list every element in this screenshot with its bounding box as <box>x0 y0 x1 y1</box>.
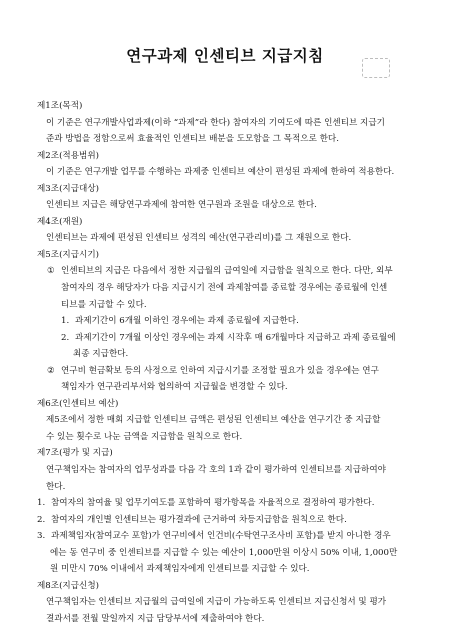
article-line <box>37 115 423 132</box>
line-text: 이 기준은 연구개발 업무를 수행하는 과제중 인센티브 예산이 편성된 과제에 한하여 적용한다. <box>46 167 395 178</box>
document-body <box>37 98 423 628</box>
list-marker: 1. <box>37 498 46 509</box>
numbered-item-line <box>37 561 423 578</box>
list-marker: ② <box>47 365 55 376</box>
article-heading <box>37 181 423 198</box>
circled-item-line <box>37 297 423 314</box>
numbered-item-line <box>37 495 423 512</box>
article-line <box>37 429 423 446</box>
list-marker: 3. <box>37 531 46 542</box>
circled-item-line <box>37 363 423 380</box>
list-marker: 2. <box>37 514 46 525</box>
article-line <box>37 594 423 611</box>
article-heading <box>37 396 423 413</box>
line-text: 제4조(재원) <box>37 216 83 227</box>
list-marker: ① <box>47 266 55 277</box>
line-text: 과제책임자(참여교수 포함)가 연구비에서 인건비(수탁연구조사비 포함)를 받지 아니한 경우 <box>51 531 391 542</box>
line-text: 티브를 지급할 수 있다. <box>61 299 147 310</box>
article-heading <box>37 98 423 115</box>
line-text: 참여자의 참여율 및 업무기여도를 포함하여 평가항목을 자율적으로 결정하여 평가한다. <box>51 498 375 509</box>
line-text: 과제기간이 7개월 이상인 경우에는 과제 시작후 매 6개월마다 지급하고 과제 종료월에 <box>75 332 396 343</box>
line-text: 책임자가 연구관리부서와 협의하여 지급월을 변경할 수 있다. <box>61 382 288 393</box>
article-line <box>37 197 423 214</box>
line-text: 제3조(지급대상) <box>37 183 99 194</box>
line-text: 제5조에서 정한 매회 지급할 인센티브 금액은 편성된 인센티브 예산을 연구기간 중 지급할 <box>46 415 381 426</box>
circled-item-line <box>37 280 423 297</box>
article-line <box>37 479 423 496</box>
line-text: 제5조(지급시기) <box>37 249 99 260</box>
line-text: 준과 방법을 정함으로써 효율적인 인센티브 배분을 도모함을 그 목적으로 한다. <box>46 134 339 145</box>
article-line <box>37 611 423 628</box>
list-marker: 1. <box>61 316 70 327</box>
numbered-item-line <box>37 512 423 529</box>
line-text: 원 미만시 70% 이내에서 과제책임자에게 인센티브를 지급할 수 있다. <box>50 564 310 575</box>
numbered-item-line <box>37 346 423 363</box>
article-heading <box>37 214 423 231</box>
list-marker: 2. <box>61 332 70 343</box>
line-text: 제7조(평가 및 지급) <box>37 448 113 459</box>
line-text: 제1조(목적) <box>37 101 83 111</box>
line-text: 최종 지급한다. <box>73 349 129 360</box>
line-text: 참여자의 개인별 인센티브는 평가결과에 근거하여 차등지급함을 원칙으로 한다. <box>51 514 347 525</box>
line-text: 인센티브는 과제에 편성된 인센티브 성격의 예산(연구관리비)를 그 재원으로 한다. <box>46 233 352 244</box>
numbered-item-line <box>37 528 423 545</box>
numbered-item-line <box>37 313 423 330</box>
circled-item-line <box>37 379 423 396</box>
line-text: 연구비 현금확보 등의 사정으로 인하여 지급시기를 조정할 필요가 있을 경우에는 연구 <box>61 365 379 376</box>
line-text: 수 있는 횟수로 나눈 금액을 지급함을 원칙으로 한다. <box>46 431 243 442</box>
line-text: 제6조(인센티브 예산) <box>37 398 119 409</box>
article-heading <box>37 247 423 264</box>
article-line <box>37 131 423 148</box>
line-text: 인센티브 지급은 해당연구과제에 참여한 연구원과 조원을 대상으로 한다. <box>46 200 317 211</box>
line-text: 제8조(지급신청) <box>37 580 99 591</box>
article-heading <box>37 578 423 595</box>
line-text: 제2조(적용범위) <box>37 150 99 161</box>
circled-item-line <box>37 263 423 280</box>
article-line <box>37 462 423 479</box>
article-heading <box>37 445 423 462</box>
line-text: 에는 동 연구비 중 인센티브를 지급할 수 있는 예산이 1,000만원 이상시 50% 이내, 1,000만 <box>50 547 398 558</box>
line-text: 연구책임자는 인센티브 지급월의 급여일에 지급이 가능하도록 인센티브 지급신청서 및 평가 <box>46 597 387 608</box>
line-text: 참여자의 경우 해당자가 다음 지급시기 전에 과제참여를 종료할 경우에는 종료월에 인센 <box>61 283 388 294</box>
line-text: 과제기간이 6개월 이하인 경우에는 과제 종료월에 지급한다. <box>75 316 299 327</box>
line-text: 연구책임자는 참여자의 업무성과를 다음 각 호의 1과 같이 평가하여 인센티브를 지급하여야 <box>46 465 386 476</box>
article-line <box>37 412 423 429</box>
article-line <box>37 230 423 247</box>
article-heading <box>37 148 423 165</box>
document-title: 연구과제 인센티브 지급지침 <box>126 46 324 65</box>
line-text: 결과서를 전월 말일까지 지급 담당부서에 제출하여야 한다. <box>46 613 265 624</box>
line-text: 이 기준은 연구개발사업과제(이하 “과제”라 한다) 참여자의 기여도에 따른 인센티브 지급기 <box>46 117 385 128</box>
faint-stamp-mark <box>362 58 390 78</box>
line-text: 한다. <box>46 481 66 492</box>
line-text: 인센티브의 지급은 다음에서 정한 지급월의 급여일에 지급함을 원칙으로 한다. 다만, 외부 <box>61 266 393 277</box>
numbered-item-line <box>37 545 423 562</box>
numbered-item-line <box>37 330 423 347</box>
article-line <box>37 164 423 181</box>
